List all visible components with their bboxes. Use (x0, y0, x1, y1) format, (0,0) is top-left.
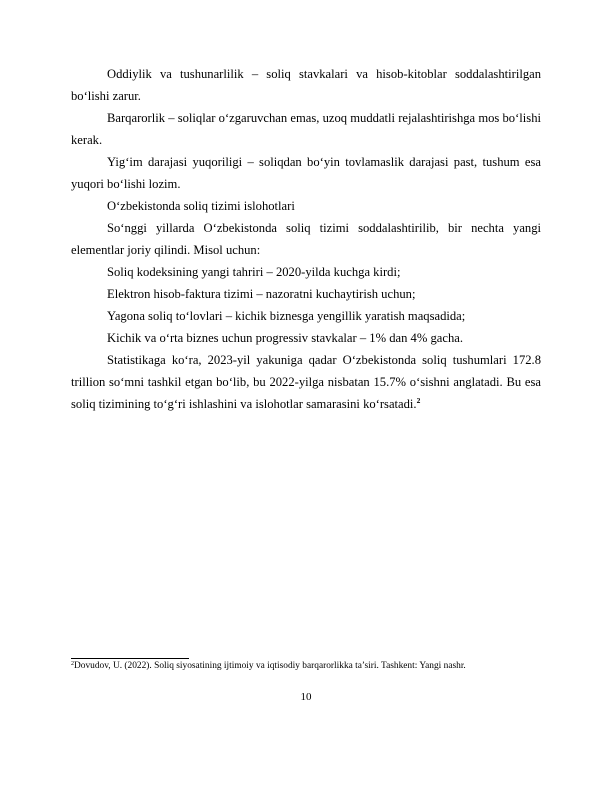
footnote-divider (71, 658, 189, 659)
footnote-text: Dovudov, U. (2022). Soliq siyosatining ijtimoiy va iqtisodiy barqarorlikka ta’siri. Tashkent: Yangi nashr. (74, 661, 466, 671)
footnote (71, 660, 551, 672)
list-item-e-invoice: Elektron hisob-faktura tizimi – nazoratni kuchaytirish uchun; (107, 287, 416, 301)
list-item-tax-code: Soliq kodeksining yangi tahriri – 2020-yilda kuchga kirdi; (107, 265, 401, 279)
page-number: 10 (300, 691, 312, 703)
paragraph-collection-level: Yig‘im darajasi yuqoriligi – soliqdan bo‘yin tovlamaslik darajasi past, tushum esa yuqori bo‘lishi lozim. (71, 155, 541, 191)
statistics-text: Statistikaga ko‘ra, 2023-yil yakuniga qadar O‘zbekistonda soliq tushumlari 172.8 trillion so‘mni tashkil etgan bo‘lib, bu 2022-yilga nisbatan 15.7% o‘sishni anglatadi. Bu esa soliq tizimining to‘g‘ri ishlashini va islohotlar samarasini ko‘rsatadi. (71, 353, 541, 411)
body-text (71, 63, 541, 415)
list-item-progressive-rates: Kichik va o‘rta biznes uchun progressiv stavkalar – 1% dan 4% gacha. (107, 331, 464, 345)
paragraph-simplicity: Oddiylik va tushunarlilik – soliq stavkalari va hisob-kitoblar soddalashtirilgan bo‘lishi zarur. (71, 67, 541, 103)
footnote-number: 2 (71, 661, 74, 667)
list-item-unified-payments: Yagona soliq to‘lovlari – kichik biznesga yengillik yaratish maqsadida; (107, 309, 466, 323)
paragraph-reforms-intro: So‘nggi yillarda O‘zbekistonda soliq tizimi soddalashtirilib, bir nechta yangi elementlar joriy qilindi. Misol uchun: (71, 221, 541, 257)
paragraph-stability: Barqarorlik – soliqlar o‘zgaruvchan emas, uzoq muddatli rejalashtirishga mos bo‘lishi kerak. (71, 111, 541, 147)
section-heading-reforms: O‘zbekistonda soliq tizimi islohotlari (107, 199, 295, 213)
paragraph-statistics (71, 349, 541, 415)
footnote-reference[interactable]: 2 (416, 396, 421, 405)
